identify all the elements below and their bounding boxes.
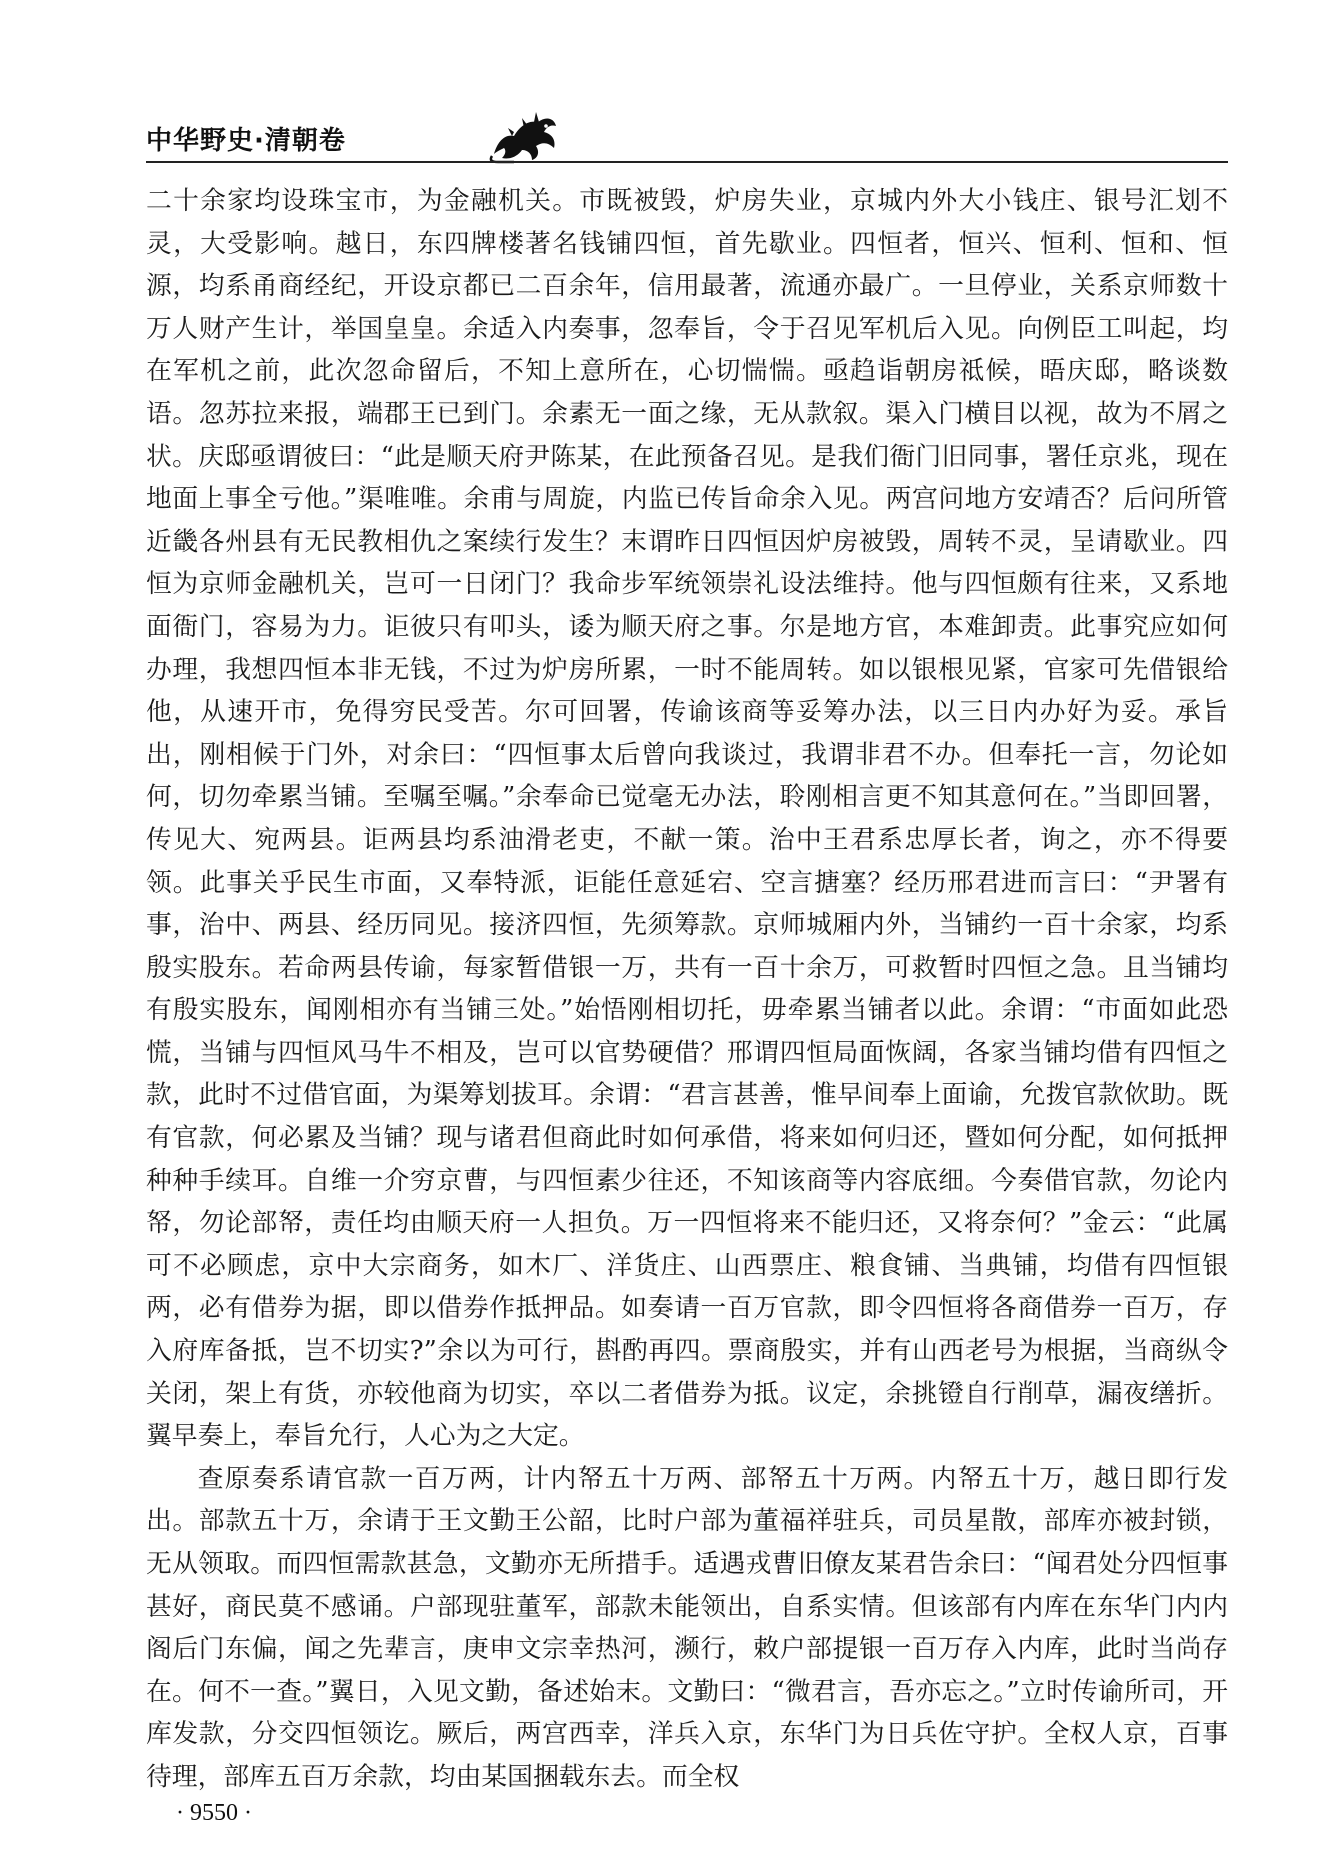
book-title: 中华野史·清朝卷 <box>146 126 346 156</box>
header-rule <box>146 161 1228 163</box>
paragraph-2: 查原奏系请官款一百万两，计内帑五十万两、部帑五十万两。内帑五十万，越日即行发出。部款五十万，余请于王文勤王公韶，比时户部为董福祥驻兵，司员星散，部库亦被封锁，无从领取。而四恒需款甚急，文勤亦无所措手。适遇戎曹旧僚友某君告余曰：“闻君处分四恒事甚好，商民莫不感诵。户部现驻董军，部款未能领出，自系实情。但该部有内库在东华门内内阁后门东偏，闻之先辈言，庚申文宗幸热河，濒行，敕户部提银一百万存入内库，此时当尚存在。何不一查。”翼日，入见文勤，备述始末。文勤曰：“微君言，吾亦忘之。”立时传谕所司，开库发款，分交四恒领讫。厥后，两宫西幸，洋兵入京，东华门为日兵佐守护。全权人京，百事待理，部库五百万余款，均由某国捆载东去。而全权 <box>146 1463 1228 1792</box>
running-header <box>146 112 1226 160</box>
dragon-icon <box>484 106 564 166</box>
body-text <box>146 180 1228 1799</box>
paragraph-1: 二十余家均设珠宝市，为金融机关。市既被毁，炉房失业，京城内外大小钱庄、银号汇划不灵，大受影响。越日，东四牌楼著名钱铺四恒，首先歇业。四恒者，恒兴、恒利、恒和、恒源，均系甬商经纪，开设京都已二百余年，信用最著，流通亦最广。一旦停业，关系京师数十万人财产生计，举国皇皇。余适入内奏事，忽奉旨，令于召见军机后入见。向例臣工叫起，均在军机之前，此次忽命留后，不知上意所在，心切惴惴。亟趋诣朝房祗候，晤庆邸，略谈数语。忽苏拉来报，端郡王已到门。余素无一面之缘，无从款叙。渠入门横目以视，故为不屑之状。庆邸亟谓彼曰：“此是顺天府尹陈某，在此预备召见。是我们衙门旧同事，署任京兆，现在地面上事全亏他。”渠唯唯。余甫与周旋，内监已传旨命余入见。两宫问地方安靖否？后问所管近畿各州县有无民教相仇之案续行发生？末谓昨日四恒因炉房被毁，周转不灵，呈请歇业。四恒为京师金融机关，岂可一日闭门？我命步军统领崇礼设法维持。他与四恒颇有往来，又系地面衙门，容易为力。讵彼只有叩头，诿为顺天府之事。尔是地方官，本难卸责。此事究应如何办理，我想四恒本非无钱，不过为炉房所累，一时不能周转。如以银根见紧，官家可先借银给他，从速开市，免得穷民受苦。尔可回署，传谕该商等妥筹办法，以三日内办好为妥。承旨出，刚相候于门外，对余曰：“四恒事太后曾向我谈过，我谓非君不办。但奉托一言，勿论如何，切勿牵累当铺。至嘱至嘱。”余奉命已觉毫无办法，聆刚相言更不知其意何在。”当即回署，传见大、宛两县。讵两县均系油滑老吏，不献一策。治中王君系忠厚长者，询之，亦不得要领。此事关乎民生市面，又奉特派，讵能任意延宕、空言搪塞？经历邢君进而言曰：“尹署有事，治中、两县、经历同见。接济四恒，先须筹款。京师城厢内外，当铺约一百十余家，均系殷实股东。若命两县传谕，每家暂借银一万，共有一百十余万，可救暂时四恒之急。且当铺均有殷实股东，闻刚相亦有当铺三处。”始悟刚相切托，毋牵累当铺者以此。余谓：“市面如此恐慌，当铺与四恒风马牛不相及，岂可以官势硬借？邢谓四恒局面恢阔，各家当铺均借有四恒之款，此时不过借官面，为渠筹划拔耳。余谓：“君言甚善，惟早间奉上面谕，允拨官款佽助。既有官款，何必累及当铺？现与诸君但商此时如何承借，将来如何归还，暨如何分配，如何抵押种种手续耳。自维一介穷京曹，与四恒素少往还，不知该商等内容底细。今奏借官款，勿论内帑，勿论部帑，责任均由顺天府一人担负。万一四恒将来不能归还，又将奈何？”金云：“此属可不必顾虑，京中大宗商务，如木厂、洋货庄、山西票庄、粮食铺、当典铺，均借有四恒银两，必有借券为据，即以借券作抵押品。如奏请一百万官款，即令四恒将各商借券一百万，存入府库备抵，岂不切实?”余以为可行，斟酌再四。票商殷实，并有山西老号为根据，当商纵令关闭，架上有货，亦较他商为切实，卒以二者借券为抵。议定，余挑镫自行削草，漏夜缮折。翼早奏上，奉旨允行，人心为之大定。 <box>146 186 1228 1452</box>
page-number: · 9550 · <box>176 1800 252 1826</box>
